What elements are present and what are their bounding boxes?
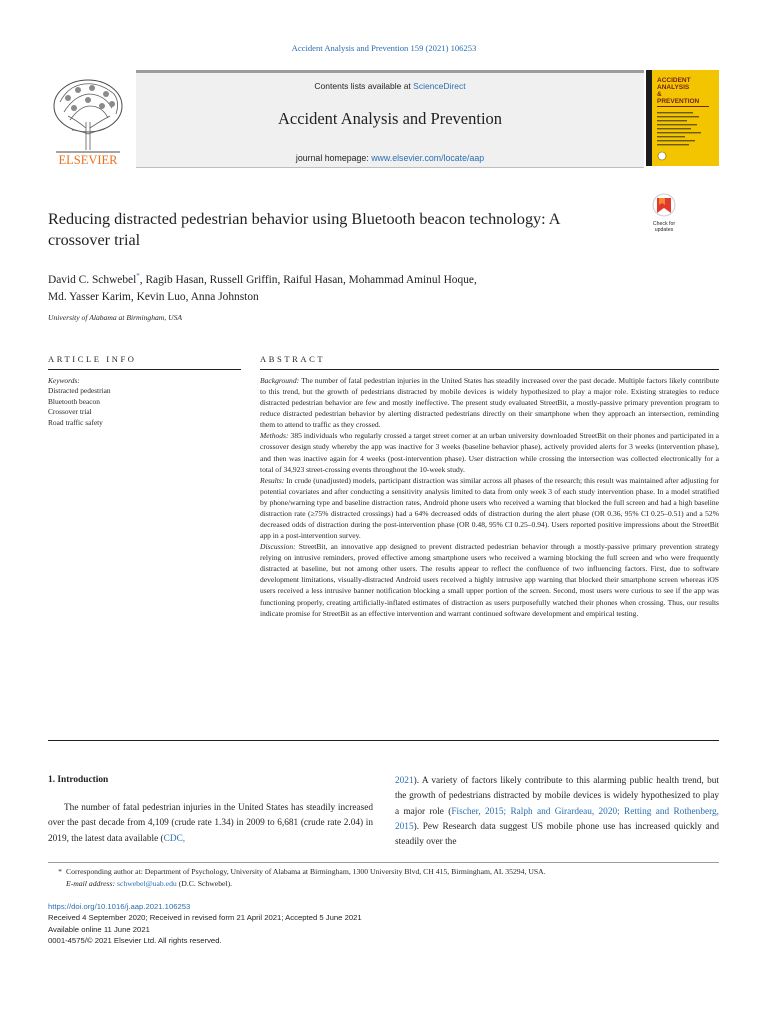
footnote-star: * [58,867,62,876]
methods-text: 385 individuals who regularly crossed a target street corner at an urban university downloaded StreetBit on their phones and participated in a crossover design study whereby the app was inactive for 3 weeks (baseline behavior phase), actively provided alerts for 3 weeks (intervention phase), and then was inactive again for 4 weeks (post-intervention phase). User distraction while crossing the intersection was collected electronically for a total of 34,923 street-crossing events throughout the 10-week study. [260,431,719,474]
citation-link-cdc[interactable]: CDC, [163,833,186,844]
check-updates-line1: Check for [652,221,676,227]
keyword-item: Road traffic safety [48,417,103,427]
received-dates: Received 4 September 2020; Received in revised form 21 April 2021; Accepted 5 June 2021 [48,913,362,923]
cover-title-line-2: ANALYSIS [657,84,690,91]
introduction-column-2 [395,774,719,850]
elsevier-wordmark: ELSEVIER [58,153,118,166]
citation-link-group[interactable]: Fischer, 2015; Ralph and Girardeau, 2020; Retting and Rothenberg, 2015 [395,806,719,832]
abstract-bottom-divider [48,740,719,741]
abstract-methods [260,430,719,474]
article-title: Reducing distracted pedestrian behavior using Bluetooth beacon technology: A crossover trial [48,210,560,249]
footnote [48,866,719,890]
abstract-results [260,475,719,541]
discussion-text: StreetBit, an innovative app designed to prevent distracted pedestrian behavior through a mostly-passive primary prevention strategy relying on intrusive reminders, proved effective among smartphone users who received a warning blocking the full screen and who were frequently distracted at baseline, but not among other users. The results appear to reflect the confluence of two influencing factors. First, due to software development limitations, visually-distracted Android users received a highly intrusive app warning that blocked their smartphone screen whereas iOS users received a less intrusive banner notification blocking a small upper portion of the screen. Second, most users were curious to see if the app was functioning properly, creating artificially-inflated estimates of distraction as users purposefully watched their phones when crossing. Thus, our results indicate promise for StreetBit as an effective intervention and warrant continued software development and empirical testing. [260,542,719,618]
affiliation: University of Alabama at Birmingham, USA [48,313,183,322]
author-corresponding[interactable]: David C. Schwebel [48,273,137,286]
article-info-divider [48,369,241,370]
abstract-discussion [260,541,719,619]
doi-link[interactable]: https://doi.org/10.1016/j.aap.2021.106253 [48,902,191,911]
author-line-1 [48,268,648,289]
introduction-column-1 [48,801,373,847]
cover-title-line-1: ACCIDENT [657,77,691,84]
author-line-2: Md. Yasser Karim, Kevin Luo, Anna Johnston [48,290,259,303]
article-info-heading: ARTICLE INFO [48,354,137,364]
journal-citation[interactable]: Accident Analysis and Prevention 159 (2021) 106253 [291,43,477,53]
sciencedirect-link[interactable]: ScienceDirect [413,81,466,91]
corresponding-author-text: Corresponding author at: Department of Psychology, University of Alabama at Birmingham, 1300 University Blvd, CH 415, Birmingham, AL 35294, USA. [66,867,546,876]
abstract-body [260,375,719,619]
email-label: E-mail address: [66,879,116,888]
check-for-updates-icon[interactable] [645,193,683,233]
masthead-band [136,70,644,168]
journal-masthead [48,70,719,168]
cover-title-line-4: PREVENTION [657,98,700,105]
contents-prefix: Contents lists available at [314,81,414,91]
homepage-prefix: journal homepage: [295,153,372,163]
abstract-heading: ABSTRACT [260,354,326,364]
methods-label: Methods: [260,431,289,441]
abstract-divider [260,369,719,370]
article-history [48,901,719,946]
keywords-label: Keywords: [48,376,80,385]
intro-col1-text: The number of fatal pedestrian injuries in the United States has steadily increased over the past decade from 4,109 (crude rate 1.34) in 2009 to 6,681 (crude rate 2.04) in 2019, the latest data available ( [48,803,373,844]
author-list [48,268,648,306]
discussion-label: Discussion: [260,542,296,552]
citation-link-2021[interactable]: 2021 [395,776,414,786]
keywords-block [48,376,238,428]
check-updates-line2: updates [654,227,674,233]
journal-cover-thumbnail[interactable] [646,70,719,166]
journal-title: Accident Analysis and Prevention [277,109,503,128]
introduction-heading: 1. Introduction [48,775,109,785]
elsevier-tree-logo-icon[interactable] [48,72,128,166]
email-line [48,878,719,890]
abstract-background [260,375,719,430]
background-text: The number of fatal pedestrian injuries in the United States has steadily increased over the past decade. Multiple factors likely contribute to this trend, but the growth of pedestrians distracted by mobile devices is widely hypothesized to play a major role. Existing strategies to reduce distracted pedestrian behavior are few and mostly ineffective. The present study evaluated StreetBit, a mostly-passive primary prevention program to reduce distracted pedestrian behavior by alerting distracted pedestrians directly on their smartphone when they approach an intersection, reminding them to attend to traffic as they crossed. [260,376,719,430]
journal-homepage-link[interactable]: www.elsevier.com/locate/aap [371,153,485,163]
contents-line [136,81,644,91]
results-text: In crude (unadjusted) models, participant distraction was similar across all phases of the research; this result was maintained after adjusting for potential covariates and after conducting a sensitivity analysis limited to data from only week 3 of each study intervention phase. In a model stratified by phone/warning type and baseline distraction rates, Android phone users who received a warning that blocked the full screen and had a high baseline distraction rate (≥75% distracted crossings) had a 64% decreased odds of distraction during the alert phase (OR 0.36, 95% CI 0.25–0.51) and a 52% decreased odds of distraction during the post-intervention phase (OR 0.48, 95% CI 0.25–0.94). Users reported positive impressions about the StreetBit app in a post-intervention survey. [260,475,719,541]
results-label: Results: [260,475,285,485]
keyword-item: Distracted pedestrian [48,386,111,396]
intro-col2-text-1: ). A variety of factors likely contribute to this alarming public health trend, but the growth of pedestrians distracted by mobile devices is widely hypothesized to play a major role ( [395,776,719,817]
email-suffix: (D.C. Schwebel). [176,879,233,888]
email-link[interactable]: schwebel@uab.edu [116,879,177,888]
author-line-1-rest: , Ragib Hasan, Russell Griffin, Raiful Hasan, Mohammad Aminul Hoque, [139,273,477,286]
copyright: 0001-4575/© 2021 Elsevier Ltd. All rights reserved. [48,935,222,945]
keyword-item: Bluetooth beacon [48,396,100,406]
corresponding-author-mark[interactable]: * [136,272,140,280]
intro-col2-text-2: ). Pew Research data suggest US mobile phone use has increased quickly and steadily over the [395,821,719,848]
cover-title-line-3: & [657,91,662,98]
background-label: Background: [260,376,300,385]
keyword-item: Crossover trial [48,407,92,417]
available-online: Available online 11 June 2021 [48,924,150,934]
corresponding-author-note [48,866,719,878]
footnote-divider [48,862,719,863]
homepage-line [136,153,644,163]
